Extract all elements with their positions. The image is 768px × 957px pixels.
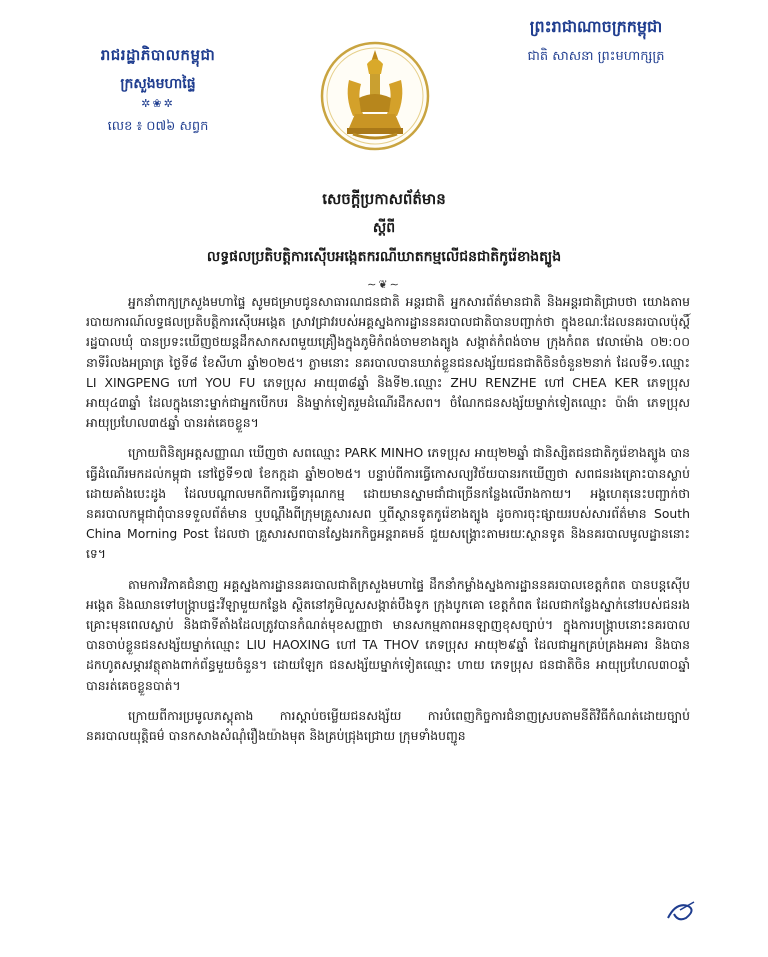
document-subject: លទ្ធផលប្រតិបត្តិការស៊ើបអង្កេតករណីឃាតកម្មលើជនជាតិកូរ៉េខាងត្បូង [206, 249, 562, 265]
ministry-name: ក្រសួងមហាផ្ទៃ [120, 76, 196, 92]
kingdom-header [476, 16, 716, 67]
title-about: ស្តីពី [372, 220, 396, 236]
paragraph-2: ក្រោយពិនិត្យអត្តសញ្ញាណ ឃើញថា សពឈ្មោះ PARK MINHO ភេទប្រុស អាយុ២២ឆ្នាំ ជានិស្សិតជនជាតិកូរ៉េខាងត្បូង បានធ្វើដំណើរមកដល់កម្ពុជា នៅថ្ងៃទី១៧ ខែកក្កដា ឆ្នាំ២០២៥។ បន្ទាប់ពីការធ្វើកោសល្យវិច័យបានរកឃើញថា សពជនរងគ្រោះបានស្លាប់ដោយគាំងបេះដូង ដែលបណ្តាលមកពីការធ្វើទារុណកម្ម ដោយមានស្នាមជាំជាច្រើនកន្លែងលើរាងកាយ។ អង្គហេតុនេះបញ្ជាក់ថា នគរបាលកម្ពុជាពុំបានទទួលព័ត៌មាន ឬបណ្តឹងពីក្រុមគ្រួសារសព ឬពីស្ថានទូតកូរ៉េខាងត្បូង ដូចការចុះផ្សាយរបស់សារព័ត៌មាន South China Morning Post ដែលថា គ្រួសារសពបានស្វែងរកកិច្ចអន្តរាគមន៍ ជួយសង្គ្រោះតាមរយៈស្ថានទូត និងនគរបាលមូលដ្ឋាននោះទេ។ [86, 445, 690, 562]
title-ornament: ∼❦∼ [367, 278, 401, 291]
header-ornament: ✲❀✲ [141, 97, 175, 110]
reference-number: លេខ ៖ ០៧៦ សព្វក [107, 119, 209, 134]
national-motto: ជាតិ សាសនា ព្រះមហាក្សត្រ [527, 49, 665, 64]
government-name: រាជរដ្ឋាភិបាលកម្ពុជា [100, 46, 216, 64]
paragraph-3: តាមការវិភាគជំនាញ អគ្គស្នងការដ្ឋាននគរបាលជាតិក្រសួងមហាផ្ទៃ ដឹកនាំកម្លាំងស្នងការដ្ឋាននគរបាលខេត្តកំពត បានបន្តស៊ើបអង្កេត និងឈានទៅបង្ក្រាបផ្ទះវីឡាមួយកន្លែង ស្ថិតនៅភូមិលួសសង្កាត់បឹងទូក ក្រុងបូកគោ ខេត្តកំពត ដែលជាកន្លែងស្នាក់នៅរបស់ជនរងគ្រោះមុនពេលស្លាប់ និងជាទីតាំងដែលត្រូវបានកំណត់មុខសញ្ញាថា មានសកម្មភាពអនឡាញខុសច្បាប់។ ក្នុងការបង្ក្រាបនោះនគរបាលបានចាប់ខ្លួនជនសង្ស័យម្នាក់ឈ្មោះ LIU HAOXING ហៅ TA THOV ភេទប្រុស អាយុ២៩ឆ្នាំ ដែលជាអ្នកគ្រប់គ្រងអគារ និងបានដកហូតសម្ភារវត្ថុតាងពាក់ព័ន្ធមួយចំនួន។ ដោយឡែក ជនសង្ស័យម្នាក់ទៀតឈ្មោះ ហាយ ភេទប្រុស ជនជាតិចិន អាយុប្រហែល៣០ឆ្នាំ បានរត់គេចខ្លួនបាត់។ [86, 576, 690, 693]
ministry-header [58, 46, 258, 137]
document-title-block [100, 190, 668, 291]
royal-emblem-icon [319, 40, 431, 152]
paragraph-1: អ្នកនាំពាក្យក្រសួងមហាផ្ទៃ សូមជម្រាបជូនសាធារណជនជាតិ អន្តរជាតិ អ្នកសារព័ត៌មានជាតិ និងអន្តរជាតិជ្រាបថា យោងតាមរបាយការណ៍លទ្ធផលប្រតិបត្តិការស៊ើបអង្កេត ស្រាវជ្រាវរបស់អគ្គស្នងការដ្ឋាននគរបាលជាតិបានបញ្ជាក់ថា ក្នុងខណៈដែលនគរបាលប៉ុស្តិ៍រដ្ឋបាលឃុំ បានប្រទះឃើញថយន្តដឹកសាកសពមួយគ្រឿងក្នុងភូមិកំពង់ចាមខាងត្បូង សង្កាត់កំពង់ចាម ក្រុងកំពត វេលាម៉ោង ០២:០០ នាទីរំលងអធ្រាត្រ ថ្ងៃទី៨ ខែសីហា ឆ្នាំ២០២៥។ ភ្លាមនោះ នគរបាលបានឃាត់ខ្លួនជនសង្ស័យជនជាតិចិនចំនួន២នាក់ ដែលទី១.ឈ្មោះ LI XINGPENG ហៅ YOU FU ភេទប្រុស អាយុ៣៨ឆ្នាំ និងទី២.ឈ្មោះ ZHU RENZHE ហៅ CHEA KER ភេទប្រុស អាយុ៤៣ឆ្នាំ ដែលក្នុងនោះម្នាក់ជាអ្នកបើកបរ និងម្នាក់ទៀតរួមដំណើរដឹកសព។ ចំណែកជនសង្ស័យម្នាក់ទៀតឈ្មោះ ប៉ាង៉ា ភេទប្រុស អាយុប្រហែល៣៥ឆ្នាំ បានរត់គេចខ្លួន។ [86, 294, 690, 431]
document-title: សេចក្តីប្រកាសព័ត៌មាន [322, 190, 446, 208]
signature-flourish-icon [664, 896, 700, 926]
kingdom-name: ព្រះរាជាណាចក្រកម្ពុជា [529, 17, 663, 36]
paragraph-4: ក្រោយពីការប្រមូលភស្តុតាង ការស្តាប់ចម្លើយជនសង្ស័យ ការបំពេញកិច្ចការជំនាញស្របតាមនីតិវិធីកំណត់ដោយច្បាប់ នគរបាលយុត្តិធម៌ បានកសាងសំណុំរឿងយ៉ាងមុត និងគ្រប់ជ្រុងជ្រោយ ក្រុមទាំងបញ្ជូន [86, 707, 690, 744]
document-body [86, 292, 690, 756]
